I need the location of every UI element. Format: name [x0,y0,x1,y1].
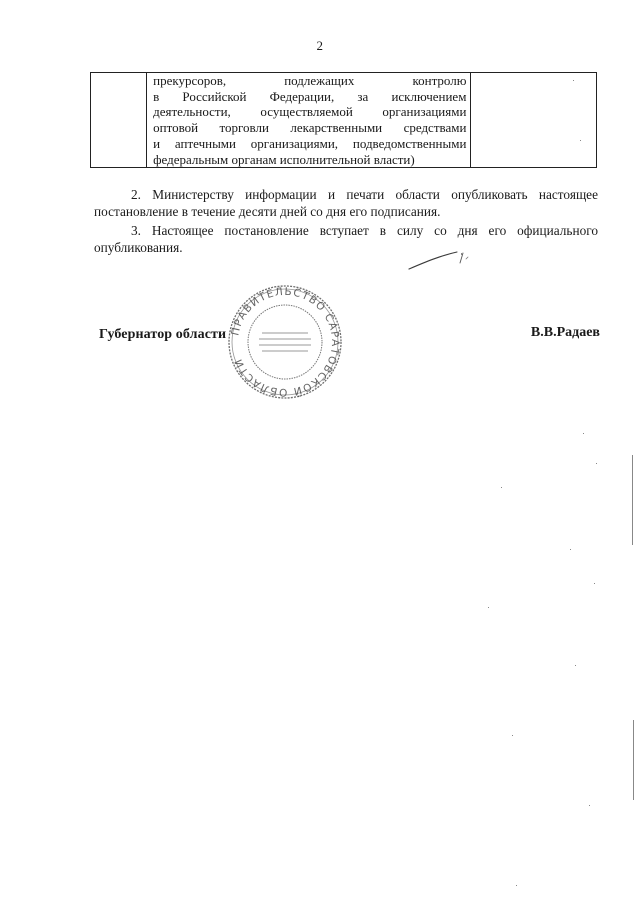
table-cell-name [147,73,471,168]
page-number: 2 [316,38,324,53]
table-row [91,73,597,168]
table-cell-extra [471,73,597,168]
table-text-line: федеральным органам исполнительной власти) [153,151,415,167]
table-cell-number [91,73,147,168]
continuation-table [90,72,597,168]
table-text-line: оптовой торговли лекарственными средствами [153,120,467,136]
table-text-line: деятельности, осуществляемой организациями [153,104,467,120]
signatory-title: Губернатор области [99,327,227,342]
paragraph-line: постановление в течение десяти дней со дня его подписания. [94,204,441,219]
table-text-line: прекурсоров, подлежащих контролю [153,73,467,88]
signatory-name: В.В.Радаев [530,325,600,340]
official-seal [226,283,344,401]
paragraph-3 [94,222,598,256]
table-text-line: в Российской Федерации, за исключением [153,88,467,104]
handwritten-signature [405,245,475,275]
svg-text:ПРАВИТЕЛЬСТВО САРАТОВСКОЙ ОБЛА [229,286,341,399]
paragraph-2 [94,186,598,220]
seal-ring-text: ПРАВИТЕЛЬСТВО САРАТОВСКОЙ ОБЛАСТИ [229,285,342,399]
table-text-line: и аптечными организациями, подведомственными [153,135,467,151]
paragraph-line: опубликования. [94,240,183,255]
paragraph-line: 3. Настоящее постановление вступает в силу со дня его официального [131,223,598,238]
paragraph-line: 2. Министерству информации и печати области опубликовать настоящее [131,187,598,202]
